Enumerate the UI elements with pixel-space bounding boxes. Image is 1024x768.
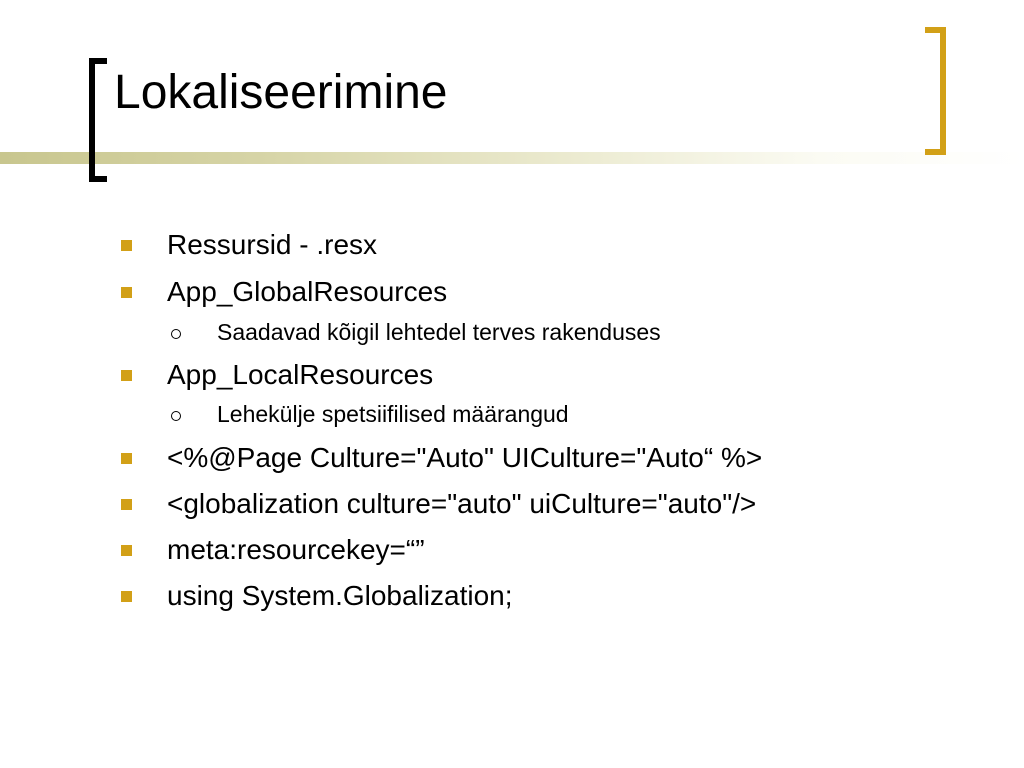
square-bullet-icon	[121, 453, 132, 464]
list-item-level1: <globalization culture="auto" uiCulture="auto"/>	[167, 488, 757, 519]
list-item-level1: <%@Page Culture="Auto" UICulture="Auto“ %>	[167, 442, 763, 473]
list-item-level1: App_LocalResources	[167, 359, 434, 390]
square-bullet-icon	[121, 370, 132, 381]
square-bullet-icon	[121, 499, 132, 510]
square-bullet-icon	[121, 287, 132, 298]
square-bullet-icon	[121, 545, 132, 556]
list-item-level1: using System.Globalization;	[167, 580, 513, 611]
list-item-level2: Saadavad kõigil lehtedel terves rakenduses	[217, 319, 661, 345]
list-item-level2: Lehekülje spetsiifilised määrangud	[217, 401, 569, 427]
circle-bullet-icon	[171, 411, 181, 421]
list-item-level1: App_GlobalResources	[167, 276, 448, 307]
list-item-level1: Ressursid - .resx	[167, 229, 378, 260]
list-item-level1: meta:resourcekey=“”	[167, 534, 425, 565]
square-bullet-icon	[121, 240, 132, 251]
circle-bullet-icon	[171, 329, 181, 339]
square-bullet-icon	[121, 591, 132, 602]
slide-title: Lokaliseerimine	[114, 66, 448, 119]
